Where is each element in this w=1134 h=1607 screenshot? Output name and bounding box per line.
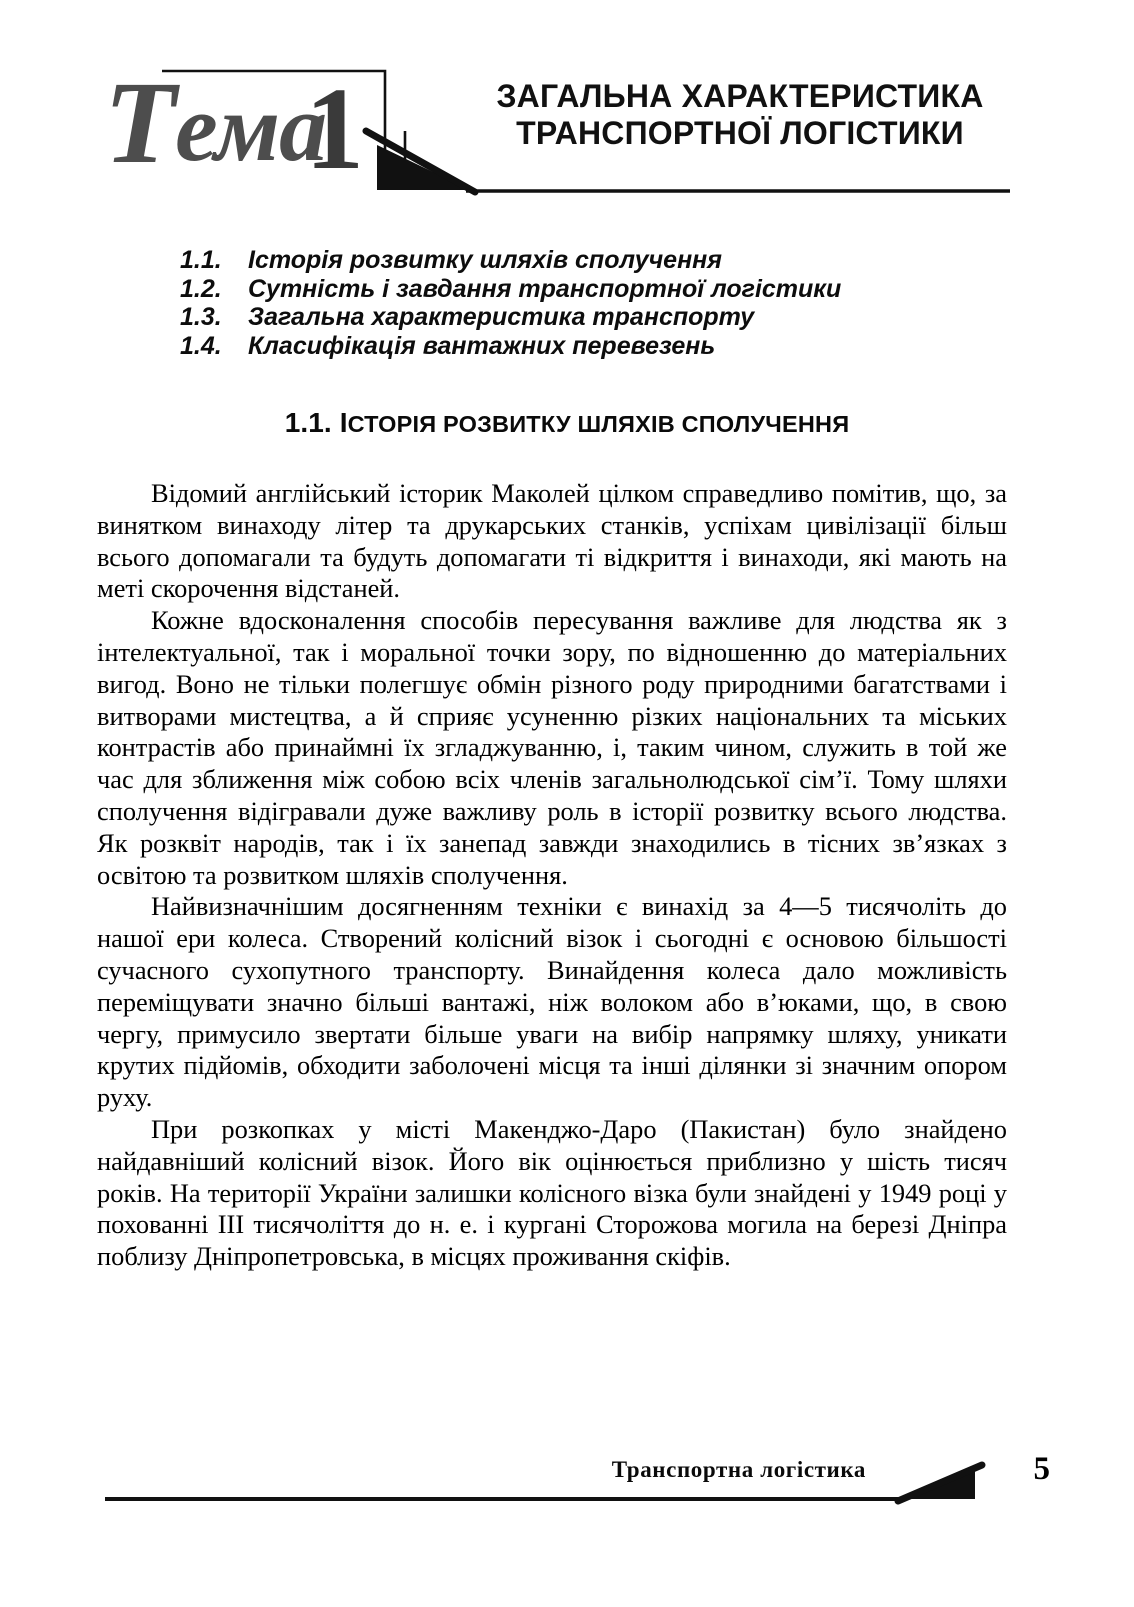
toc-item-label: Сутність і завдання транспортної логістики <box>248 274 842 303</box>
section-heading-initial: І <box>339 407 348 438</box>
toc-item-number: 1.4. <box>180 331 222 360</box>
toc-item-label: Класифікація вантажних перевезень <box>248 331 716 360</box>
chapter-title <box>470 78 1010 152</box>
section-heading-text: СТОРІЯ РОЗВИТКУ ШЛЯХІВ СПОЛУЧЕННЯ <box>347 411 850 437</box>
list-item <box>180 246 940 275</box>
chapter-title-line-1: ЗАГАЛЬНА ХАРАКТЕРИСТИКА <box>496 78 984 114</box>
footer-ornament <box>0 1449 1134 1515</box>
toc-item-number: 1.1. <box>180 246 222 274</box>
page-footer <box>0 1449 1134 1515</box>
footer-book-title: Транспортна логістика <box>611 1457 866 1482</box>
toc-item-number: 1.2. <box>180 274 222 303</box>
topic-word <box>104 57 327 188</box>
paragraph: Відомий англійський історик Маколей цілком справедливо помітив, що, за винятком винаходу літер та друкарських станків, успіхам цивілізації більш всього допомагали та будуть допомагати ті відкриття і винаходи, які мають на меті скорочення відстаней. <box>97 478 1007 604</box>
list-item <box>180 303 940 332</box>
chapter-header <box>0 0 1134 215</box>
toc-item-label: Загальна характеристика транспорту <box>248 303 755 331</box>
paragraph: При розкопках у місті Макенджо-Даро (Пакистан) було знайдено найдавніший колісний візок. Його вік оцінюється приблизно у шість тисяч років. На території України залишки колісного візка були знайдені у 1949 році у похованні III тисячоліття до н. е. і кургані Сторожова могила на березі Дніпра поблизу Дніпропетровська, в місцях проживання скіфів. <box>97 1113 1007 1272</box>
chapter-title-line-2: ТРАНСПОРТНОЇ ЛОГІСТИКИ <box>516 115 964 152</box>
list-item <box>180 332 940 361</box>
section-heading-number: 1.1. <box>284 407 332 438</box>
toc-item-number: 1.3. <box>180 303 222 331</box>
topic-word-rest: ема <box>175 74 327 181</box>
toc-item-label: Історія розвитку шляхів сполучення <box>248 246 722 274</box>
section-heading <box>0 408 1134 439</box>
paragraph: Кожне вдосконалення способів пересування важливе для людства як з інтелектуальної, так і моральної точки зору, по відношенню до матеріальних вигод. Воно не тільки полегшує обмін різного роду природними багатствами і витворами мистецтва, а й сприяє усуненню різких національних та міських контрастів або принаймні їх згладжуванню, і, таким чином, служить в той же час для зближення між собою всіх членів загальнолюдської сім’ї. Тому шляхи сполучення відігравали дуже важливу роль в історії розвитку всього людства. Як розквіт народів, так і їх занепад завжди знаходились в тісних зв’язках з освітою та розвитком шляхів сполучення. <box>97 605 1007 890</box>
list-item <box>180 275 940 304</box>
topic-number: 1 <box>305 63 364 194</box>
chapter-contents-list <box>180 246 940 360</box>
page-number: 5 <box>1033 1451 1050 1487</box>
body-text <box>97 478 1007 1273</box>
paragraph: Найвизначнішим досягненням техніки є винахід за 4—5 тисячоліть до нашої ери колеса. Створений колісний візок і сьогодні є основою більшості сучасного сухопутного транспорту. Винайдення колеса дало можливість переміщувати значно більші вантажі, ніж волоком або в’юками, що, в свою чергу, примусило звертати більше уваги на вибір напрямку шляху, уникати крутих підйомів, обходити заболочені місця та інші ділянки зі значним опором руху. <box>97 891 1007 1113</box>
topic-word-capital: Т <box>104 57 176 188</box>
